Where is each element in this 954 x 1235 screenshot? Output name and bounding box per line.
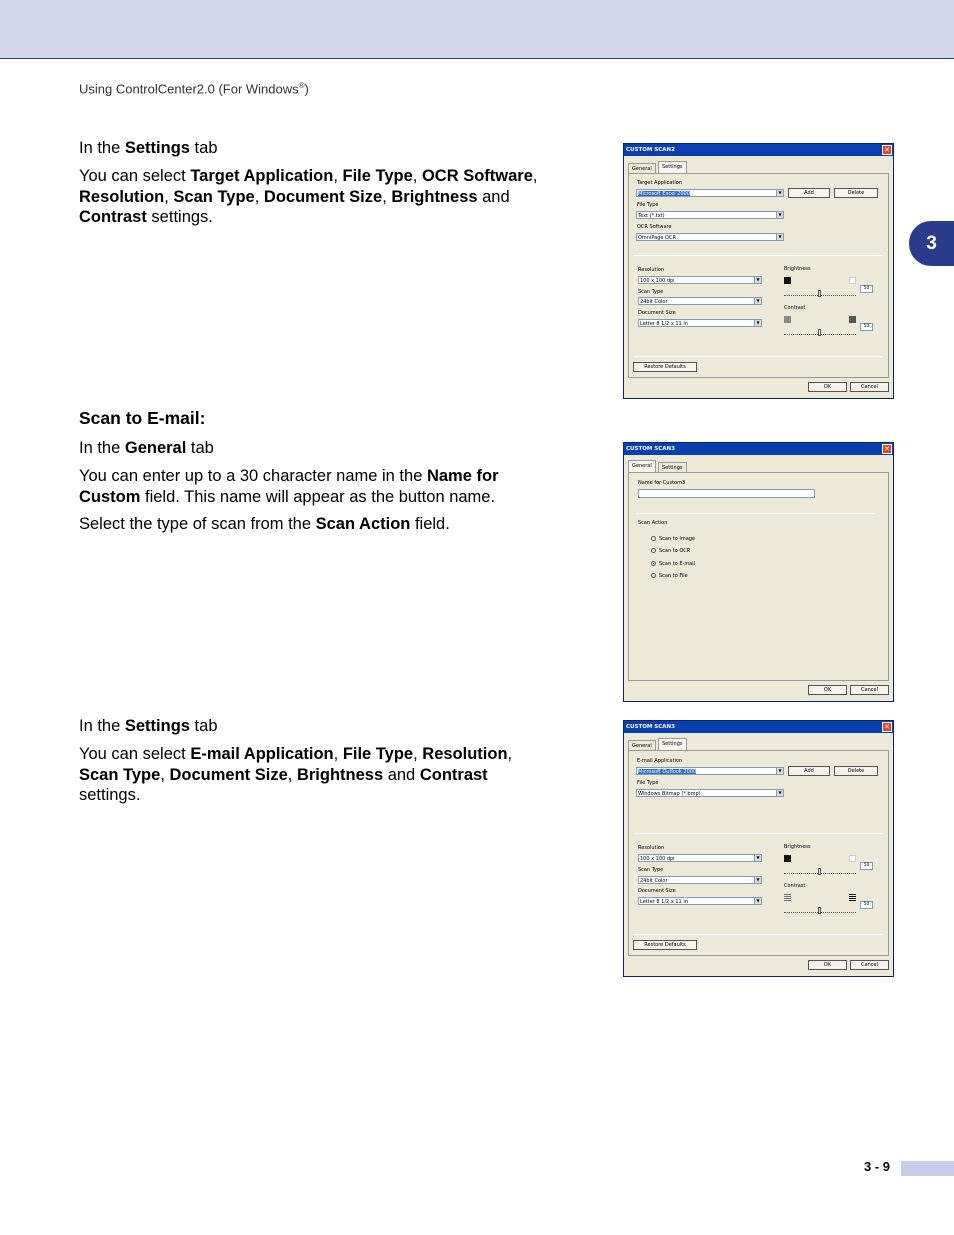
general-intro: In the General tab (79, 439, 214, 457)
ok-button[interactable]: OK (808, 382, 847, 392)
brightness-value[interactable]: 50 (860, 285, 873, 293)
dark-brightness-icon (784, 855, 791, 862)
section-heading: Scan to E-mail: (79, 408, 206, 428)
custom-scan3-general-dialog (623, 442, 894, 702)
delete-button[interactable]: Delete (834, 766, 878, 776)
custom-scan2-dialog (623, 143, 894, 399)
resolution-label: Resolution (638, 267, 665, 273)
tab-general[interactable]: General (628, 740, 656, 751)
email-application-select[interactable]: Microsoft Outlook 2000 ▼ (636, 767, 784, 775)
separator (634, 833, 882, 834)
chevron-down-icon: ▼ (754, 877, 761, 883)
file-type-label: File Type (637, 780, 659, 786)
chevron-down-icon: ▼ (754, 320, 761, 326)
tab-settings[interactable]: Settings (658, 462, 687, 473)
restore-defaults-button[interactable]: Restore Defaults (633, 940, 697, 950)
email-application-label: E-mail Application (637, 758, 683, 764)
separator (636, 513, 874, 514)
chevron-down-icon: ▼ (776, 234, 783, 240)
close-icon[interactable]: ✕ (882, 145, 892, 155)
document-size-select[interactable]: Letter 8 1/2 x 11 in ▼ (638, 319, 762, 327)
contrast-value[interactable]: 50 (860, 901, 873, 909)
document-size-select[interactable]: Letter 8 1/2 x 11 in ▼ (638, 897, 762, 905)
chevron-down-icon: ▼ (776, 768, 783, 774)
chapter-tab: 3 (909, 221, 954, 266)
tab-general[interactable]: General (628, 163, 656, 174)
contrast-label: Contrast (784, 883, 806, 889)
resolution-select[interactable]: 100 x 100 dpi ▼ (638, 854, 762, 862)
restore-defaults-button[interactable]: Restore Defaults (633, 362, 697, 372)
ok-button[interactable]: OK (808, 685, 847, 695)
chevron-down-icon: ▼ (776, 212, 783, 218)
file-type-select[interactable]: Text (*.txt) ▼ (636, 211, 784, 219)
slider-thumb[interactable] (818, 329, 821, 336)
document-size-label: Document Size (638, 888, 676, 894)
chevron-down-icon: ▼ (754, 277, 761, 283)
slider-thumb[interactable] (818, 290, 821, 297)
brightness-label: Brightness (784, 844, 811, 850)
cancel-button[interactable]: Cancel (850, 382, 889, 392)
name-description: You can enter up to a 30 character name in the Name for Custom field. This name will appear as the button name. (79, 467, 499, 506)
target-application-select[interactable]: Microsoft Excel 2000 ▼ (636, 189, 784, 197)
ocr-software-label: OCR Software (637, 224, 672, 230)
chevron-down-icon: ▼ (776, 190, 783, 196)
chevron-down-icon: ▼ (776, 790, 783, 796)
scan-type-label: Scan Type (638, 867, 664, 873)
separator (634, 356, 882, 357)
page-number-bar (901, 1161, 954, 1176)
scan-type-label: Scan Type (638, 289, 664, 295)
contrast-slider[interactable] (784, 327, 856, 335)
tab-settings[interactable]: Settings (658, 161, 687, 173)
top-band (0, 0, 954, 59)
radio-scan-to-file[interactable] (651, 573, 656, 578)
dialog-title: CUSTOM SCAN3 (624, 721, 893, 733)
dialog-title: CUSTOM SCAN2 (624, 144, 893, 156)
resolution-label: Resolution (638, 845, 665, 851)
scan-type-select[interactable]: 24bit Color ▼ (638, 297, 762, 305)
delete-button[interactable]: Delete (834, 188, 878, 198)
close-icon[interactable]: ✕ (882, 722, 892, 732)
low-contrast-icon (784, 316, 791, 323)
settings-description: You can select Target Application, File Type, OCR Software, Resolution, Scan Type, Document Size, Brightness and Contrast settings. (79, 167, 538, 226)
name-label: Name for Custom3 (638, 480, 686, 486)
high-contrast-icon (849, 316, 856, 323)
page-number: 3 - 9 (864, 1159, 891, 1174)
close-icon[interactable]: ✕ (882, 444, 892, 454)
option-label: Scan to File (659, 573, 688, 579)
slider-thumb[interactable] (818, 907, 821, 914)
ocr-software-select[interactable]: OmniPage OCR ▼ (636, 233, 784, 241)
file-type-label: File Type (637, 202, 659, 208)
tab-settings[interactable]: Settings (658, 738, 687, 750)
file-type-select[interactable]: Windows Bitmap (*.bmp) ▼ (636, 789, 784, 797)
option-label: Scan to E-mail (659, 561, 696, 567)
brightness-slider[interactable] (784, 288, 856, 296)
dialog-title: CUSTOM SCAN3 (624, 443, 893, 455)
scan-type-select[interactable]: 24bit Color ▼ (638, 876, 762, 884)
dark-brightness-icon (784, 277, 791, 284)
low-contrast-icon (784, 894, 791, 901)
option-label: Scan to Image (659, 536, 696, 542)
target-application-label: Target Application (637, 180, 682, 186)
name-input[interactable] (638, 489, 815, 498)
cancel-button[interactable]: Cancel (850, 685, 889, 695)
tab-general[interactable]: General (628, 460, 656, 472)
chevron-down-icon: ▼ (754, 898, 761, 904)
add-button[interactable]: Add (788, 188, 830, 198)
light-brightness-icon (849, 277, 856, 284)
running-header: Using ControlCenter2.0 (For Windows®) (79, 81, 309, 97)
settings-panel (628, 750, 889, 956)
chevron-down-icon: ▼ (754, 855, 761, 861)
contrast-label: Contrast (784, 305, 806, 311)
brightness-value[interactable]: 50 (860, 862, 873, 870)
contrast-value[interactable]: 50 (860, 323, 873, 331)
radio-scan-to-email[interactable] (651, 561, 656, 566)
scan-action-label: Scan Action (638, 520, 668, 526)
custom-scan3-settings-dialog (623, 720, 894, 977)
ok-button[interactable]: OK (808, 960, 847, 970)
brightness-slider[interactable] (784, 866, 856, 874)
chevron-down-icon: ▼ (754, 298, 761, 304)
document-size-label: Document Size (638, 310, 676, 316)
high-contrast-icon (849, 894, 856, 901)
email-settings-description: You can select E-mail Application, File Type, Resolution, Scan Type, Document Size, Brightness and Contrast settings. (79, 745, 513, 804)
cancel-button[interactable]: Cancel (850, 960, 889, 970)
scan-action-description: Select the type of scan from the Scan Action field. (79, 515, 450, 533)
light-brightness-icon (849, 855, 856, 862)
settings-intro: In the Settings tab (79, 139, 218, 157)
slider-thumb[interactable] (818, 868, 821, 875)
settings-intro: In the Settings tab (79, 717, 218, 735)
option-label: Scan to OCR (659, 548, 691, 554)
radio-scan-to-ocr[interactable] (651, 548, 656, 553)
separator (634, 934, 882, 935)
radio-scan-to-image[interactable] (651, 536, 656, 541)
contrast-slider[interactable] (784, 905, 856, 913)
add-button[interactable]: Add (788, 766, 830, 776)
brightness-label: Brightness (784, 266, 811, 272)
resolution-select[interactable]: 100 x 100 dpi ▼ (638, 276, 762, 284)
separator (634, 255, 882, 256)
